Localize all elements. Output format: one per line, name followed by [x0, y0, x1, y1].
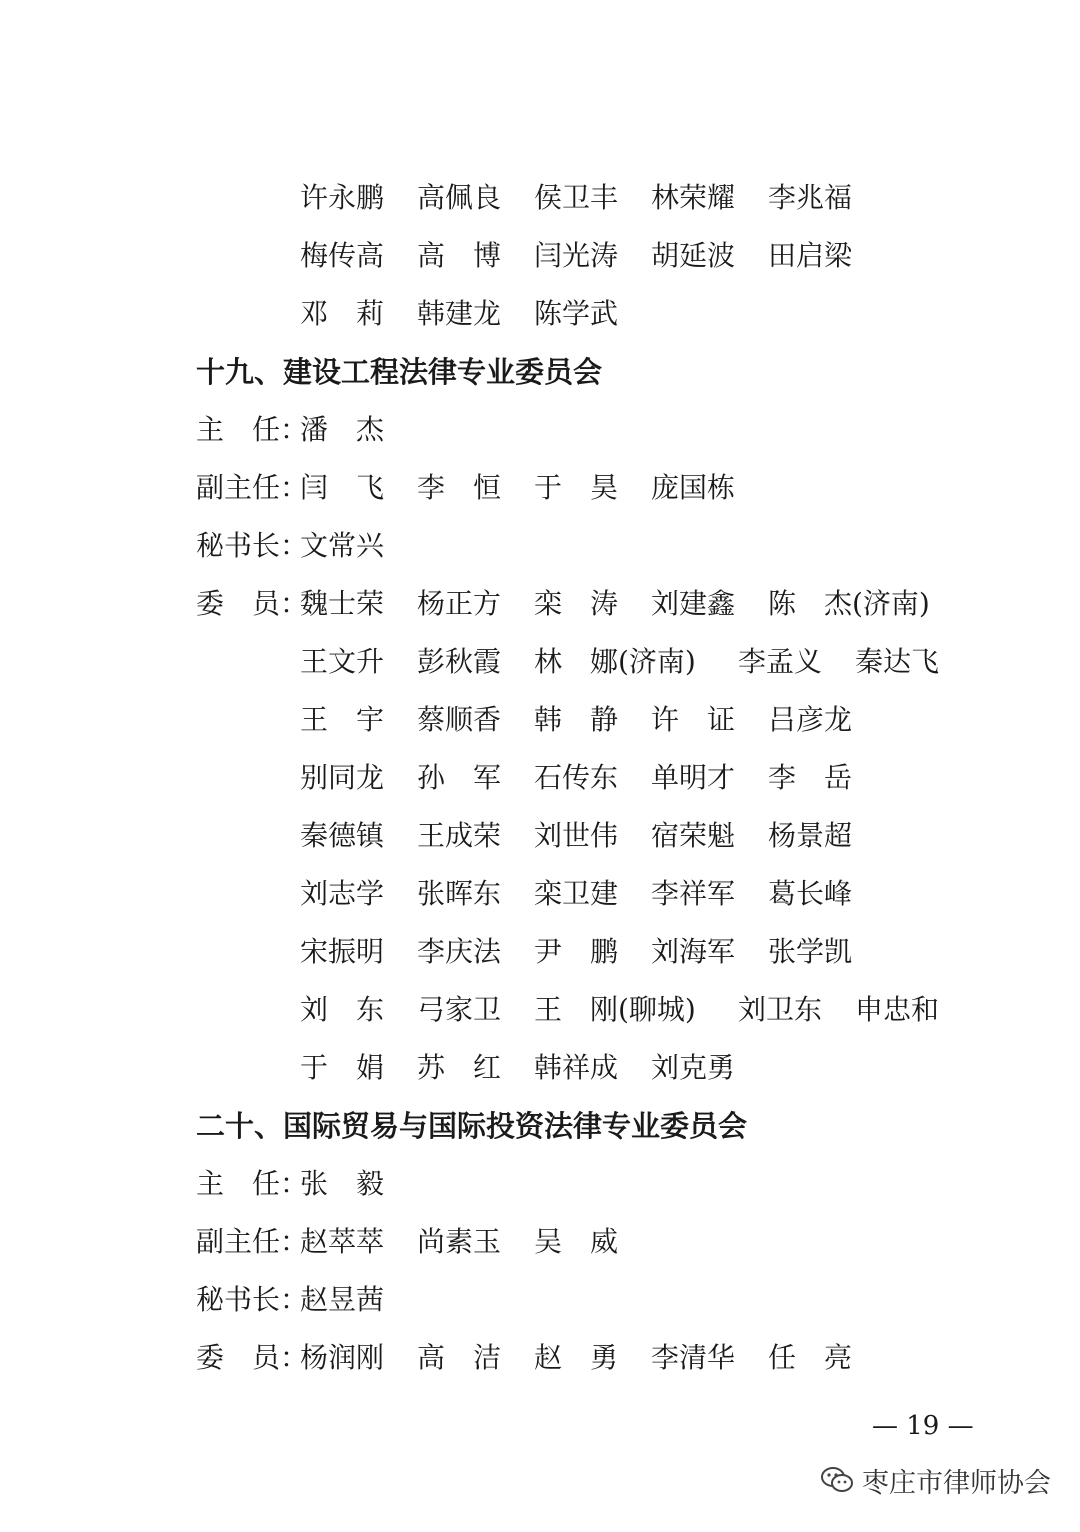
- member-name: 赵萃萃: [300, 1225, 385, 1258]
- names-row: [0, 932, 1080, 972]
- role-row: [0, 584, 1080, 624]
- member-name: 刘世伟: [534, 819, 619, 852]
- member-name: 任 亮: [768, 1341, 853, 1374]
- member-name: 许 证: [651, 703, 736, 736]
- page-number: — 19 —: [872, 1411, 974, 1441]
- member-name: 张晖东: [417, 877, 502, 910]
- role-row: [0, 410, 1080, 450]
- names-row: [0, 990, 1080, 1030]
- member-name: 李孟义: [738, 645, 823, 678]
- member-name: 邓 莉: [300, 297, 385, 330]
- member-name: 高 洁: [417, 1341, 502, 1374]
- member-name: 王文升: [300, 645, 385, 678]
- member-name: 杨润刚: [300, 1341, 385, 1374]
- member-name: 吕彦龙: [768, 703, 853, 736]
- member-name: 魏士荣: [300, 587, 385, 620]
- member-name: 孙 军: [417, 761, 502, 794]
- member-name: 高 博: [417, 239, 502, 272]
- names-row: [0, 642, 1080, 682]
- role-row: [0, 1222, 1080, 1262]
- member-name: 李 岳: [768, 761, 853, 794]
- watermark-text: 枣庄市律师协会: [862, 1467, 1051, 1499]
- role-label: 主 任：: [196, 413, 309, 446]
- member-name: 张学凯: [768, 935, 853, 968]
- names-row: [0, 758, 1080, 798]
- member-name: 张 毅: [300, 1167, 385, 1200]
- member-name: 许永鹏: [300, 181, 385, 214]
- member-name: 彭秋霞: [417, 645, 502, 678]
- role-row: [0, 1338, 1080, 1378]
- member-name: 庞国栋: [651, 471, 736, 504]
- role-label: 主 任：: [196, 1167, 309, 1200]
- member-name: 韩 静: [534, 703, 619, 736]
- member-name: 王 刚(聊城): [534, 993, 696, 1026]
- member-name: 韩祥成: [534, 1051, 619, 1084]
- names-row: [0, 178, 1080, 218]
- role-label: 副主任：: [196, 1225, 309, 1258]
- role-row: [0, 1280, 1080, 1320]
- names-row: [0, 816, 1080, 856]
- role-row: [0, 526, 1080, 566]
- member-name: 胡延波: [651, 239, 736, 272]
- role-label: 副主任：: [196, 471, 309, 504]
- member-name: 于 昊: [534, 471, 619, 504]
- member-name: 林荣耀: [651, 181, 736, 214]
- member-name: 王 宇: [300, 703, 385, 736]
- member-name: 弓家卫: [417, 993, 502, 1026]
- member-name: 刘 东: [300, 993, 385, 1026]
- member-name: 秦德镇: [300, 819, 385, 852]
- member-name: 陈 杰(济南): [768, 587, 930, 620]
- member-name: 尚素玉: [417, 1225, 502, 1258]
- member-name: 赵 勇: [534, 1341, 619, 1374]
- member-name: 李祥军: [651, 877, 736, 910]
- member-name: 陈学武: [534, 297, 619, 330]
- role-label: 秘书长：: [196, 529, 309, 562]
- member-name: 林 娜(济南): [534, 645, 696, 678]
- member-name: 刘卫东: [738, 993, 823, 1026]
- member-name: 文常兴: [300, 529, 385, 562]
- member-name: 侯卫丰: [534, 181, 619, 214]
- member-name: 苏 红: [417, 1051, 502, 1084]
- names-row: [0, 874, 1080, 914]
- member-name: 于 娟: [300, 1051, 385, 1084]
- member-name: 杨正方: [417, 587, 502, 620]
- names-row: [0, 294, 1080, 334]
- member-name: 刘建鑫: [651, 587, 736, 620]
- member-name: 梅传高: [300, 239, 385, 272]
- member-name: 赵昱茜: [300, 1283, 385, 1316]
- member-name: 蔡顺香: [417, 703, 502, 736]
- member-name: 李 恒: [417, 471, 502, 504]
- member-name: 别同龙: [300, 761, 385, 794]
- member-name: 宿荣魁: [651, 819, 736, 852]
- role-label: 秘书长：: [196, 1283, 309, 1316]
- member-name: 葛长峰: [768, 877, 853, 910]
- member-name: 李清华: [651, 1341, 736, 1374]
- role-label: 委 员：: [196, 587, 309, 620]
- member-name: 杨景超: [768, 819, 853, 852]
- role-row: [0, 1164, 1080, 1204]
- member-name: 刘克勇: [651, 1051, 736, 1084]
- member-name: 刘海军: [651, 935, 736, 968]
- role-label: 委 员：: [196, 1341, 309, 1374]
- member-name: 单明才: [651, 761, 736, 794]
- member-name: 石传东: [534, 761, 619, 794]
- wechat-icon: [820, 1465, 854, 1495]
- member-name: 潘 杰: [300, 413, 385, 446]
- names-row: [0, 1048, 1080, 1088]
- member-name: 栾 涛: [534, 587, 619, 620]
- section-heading: 十九、建设工程法律专业委员会: [196, 355, 603, 389]
- section-heading: 二十、国际贸易与国际投资法律专业委员会: [196, 1109, 748, 1143]
- member-name: 王成荣: [417, 819, 502, 852]
- member-name: 吴 威: [534, 1225, 619, 1258]
- role-row: [0, 468, 1080, 508]
- member-name: 栾卫建: [534, 877, 619, 910]
- member-name: 李兆福: [768, 181, 853, 214]
- watermark: [820, 1460, 1051, 1500]
- member-name: 秦达飞: [855, 645, 940, 678]
- member-name: 尹 鹏: [534, 935, 619, 968]
- member-name: 申忠和: [855, 993, 940, 1026]
- member-name: 刘志学: [300, 877, 385, 910]
- names-row: [0, 700, 1080, 740]
- member-name: 韩建龙: [417, 297, 502, 330]
- member-name: 闫 飞: [300, 471, 385, 504]
- member-name: 宋振明: [300, 935, 385, 968]
- member-name: 闫光涛: [534, 239, 619, 272]
- member-name: 田启梁: [768, 239, 853, 272]
- member-name: 高佩良: [417, 181, 502, 214]
- names-row: [0, 236, 1080, 276]
- member-name: 李庆法: [417, 935, 502, 968]
